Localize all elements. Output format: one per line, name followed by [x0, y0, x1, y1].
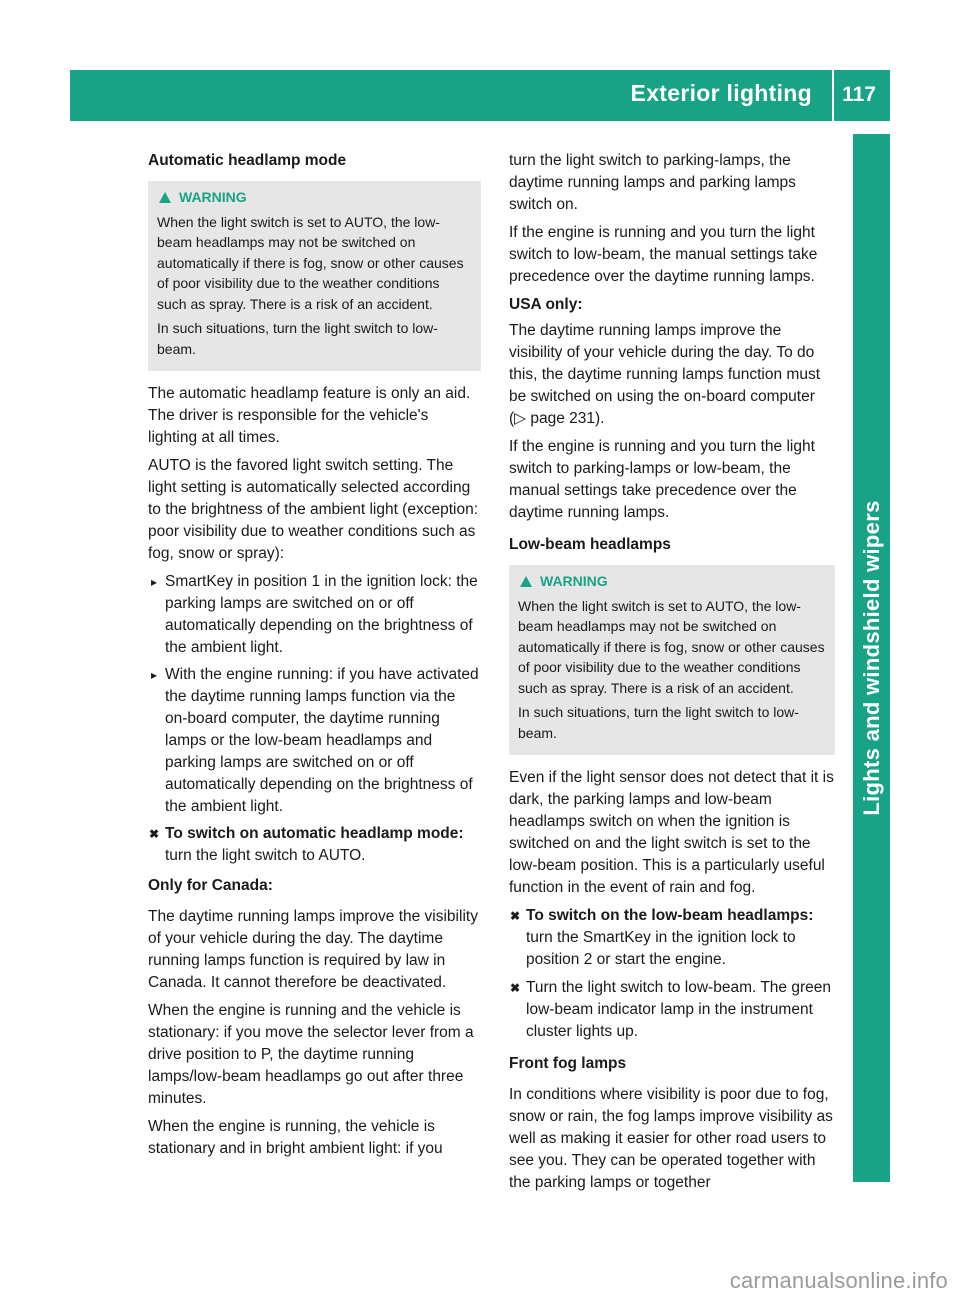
warning-title: WARNING	[540, 573, 608, 589]
header-separator	[832, 70, 834, 121]
warning-text: When the light switch is set to AUTO, the low-beam headlamps may not be switched on automatically if there is fog, snow or other causes of poor visibility due to the weather conditions such as spray. There is a risk of an accident.	[157, 213, 464, 312]
warning-box	[148, 181, 481, 371]
warning-title: WARNING	[179, 189, 247, 205]
heading-usa: USA only:	[509, 296, 583, 313]
action-title: To switch on automatic headlamp mode:	[165, 825, 464, 842]
paragraph: The automatic headlamp feature is only an aid. The driver is responsible for the vehicle's lighting at all times.	[148, 385, 471, 446]
heading-canada: Only for Canada:	[148, 877, 273, 894]
warning-text: When the light switch is set to AUTO, the low-beam headlamps may not be switched on automatically if there is fog, snow or other causes of poor visibility due to the weather conditions such as spray. There is a risk of an accident.	[518, 597, 825, 696]
page-header	[70, 70, 890, 121]
action-title: To switch on the low-beam headlamps:	[526, 907, 814, 924]
action-text: turn the SmartKey in the ignition lock to position 2 or start the engine.	[526, 929, 796, 968]
paragraph: AUTO is the favored light switch setting. The light setting is automatically selected according to the brightness of the ambient light (exception: poor visibility due to weather conditions such as fog, snow or spray):	[148, 457, 479, 562]
warning-triangle-icon	[520, 576, 532, 587]
left-column	[148, 150, 481, 1166]
paragraph: If the engine is running and you turn the light switch to parking-lamps or low-beam, the manual settings take precedence over the daytime running lamps.	[509, 438, 815, 521]
paragraph: The daytime running lamps improve the visibility of your vehicle during the day. To do this, the daytime running lamps function must be switched on using the on-board computer (▷ page 231).	[509, 322, 821, 427]
page-number: 117	[842, 83, 876, 106]
warning-instruction: In such situations, turn the light switch to low-beam.	[518, 704, 799, 741]
heading-low-beam: Low-beam headlamps	[509, 536, 671, 553]
chapter-tab-label: Lights and windshield wipers	[858, 500, 884, 816]
section-title: Exterior lighting	[630, 80, 812, 106]
paragraph: When the engine is running and the vehicle is stationary: if you move the selector lever from a drive position to P, the daytime running lamps/low-beam headlamps go out after three minutes.	[148, 1002, 474, 1107]
paragraph: The daytime running lamps improve the visibility of your vehicle during the day. The daytime running lamps function is required by law in Canada. It cannot therefore be deactivated.	[148, 908, 478, 991]
warning-instruction: In such situations, turn the light switch to low-beam.	[157, 320, 438, 357]
heading-front-fog: Front fog lamps	[509, 1055, 627, 1072]
paragraph: Even if the light sensor does not detect that it is dark, the parking lamps and low-beam headlamps switch on when the ignition is switched on and the light switch is set to the low-beam position. This is a particularly useful function in the event of rain and fog.	[509, 769, 834, 896]
list-item: ▸ With the engine running: if you have activated the daytime running lamps function via the on-board computer, the daytime running lamps or the low-beam headlamps and parking lamps are switched on or off automatically depending on the brightness of the ambient light.	[148, 664, 481, 818]
action-text: turn the light switch to AUTO.	[165, 847, 366, 864]
action-step	[148, 823, 481, 867]
action-text: Turn the light switch to low-beam. The green low-beam indicator lamp in the instrument cluster lights up.	[526, 979, 831, 1040]
paragraph: If the engine is running and you turn the light switch to low-beam, the manual settings take precedence over the daytime running lamps.	[509, 224, 818, 285]
paragraph: turn the light switch to parking-lamps, the daytime running lamps and parking lamps switch on.	[509, 152, 796, 213]
action-step	[509, 977, 835, 1043]
list-item: ▸ SmartKey in position 1 in the ignition lock: the parking lamps are switched on or off automatically depending on the brightness of the ambient light.	[148, 571, 481, 659]
watermark: carmanualsonline.info	[729, 1268, 948, 1293]
heading-automatic-headlamp: Automatic headlamp mode	[148, 152, 347, 169]
right-column	[509, 150, 835, 1200]
warning-triangle-icon	[159, 192, 171, 203]
warning-box	[509, 565, 835, 755]
chapter-tab	[853, 134, 890, 1182]
paragraph: When the engine is running, the vehicle is stationary and in bright ambient light: if you	[148, 1118, 443, 1157]
action-step	[509, 905, 835, 971]
paragraph: In conditions where visibility is poor due to fog, snow or rain, the fog lamps improve visibility as well as making it easier for other road users to see you. They can be operated together with the parking lamps or together	[509, 1086, 833, 1191]
